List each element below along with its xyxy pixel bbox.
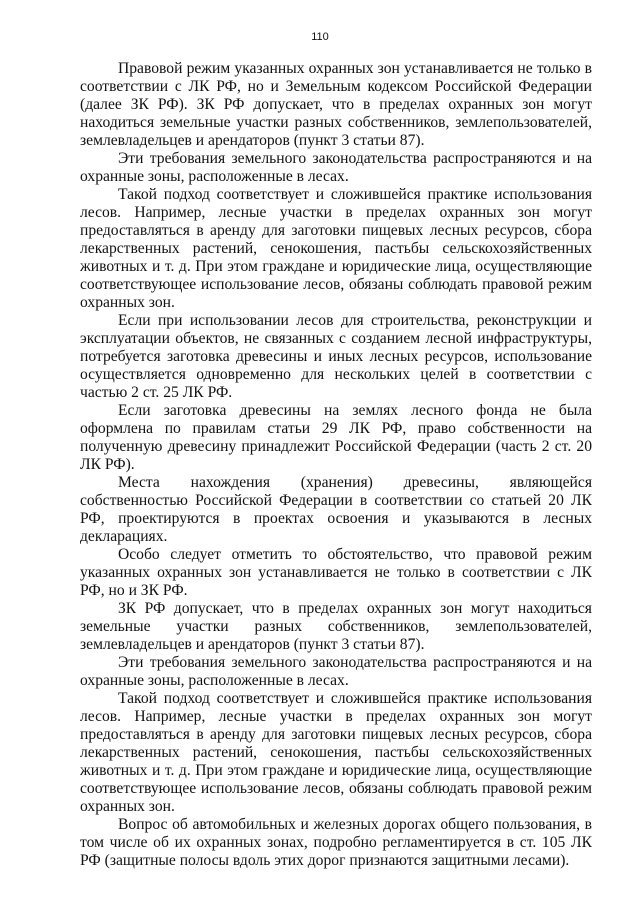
paragraph: Эти требования земельного законодательства распространяются и на охранные зоны, расположенные в лесах. xyxy=(80,654,592,689)
paragraph: Правовой режим указанных охранных зон устанавливается не только в соответствии с ЛК РФ, но и Земельным кодексом Российской Федерации (далее ЗК РФ). ЗК РФ допускает, что в пределах охранных зон могут находиться земельные участки разных собственников, землепользователей, землевладельцев и арендаторов (пункт 3 статьи 87). xyxy=(80,60,592,149)
paragraph: Такой подход соответствует и сложившейся практике использования лесов. Например, лесные участки в пределах охранных зон могут предоставляться в аренду для заготовки пищевых лесных ресурсов, сбора лекарственных растений, сенокошения, пастьбы сельскохозяйственных животных и т. д. При этом граждане и юридические лица, осуществляющие соответствующее использование лесов, обязаны соблюдать правовой режим охранных зон. xyxy=(80,186,592,311)
paragraph: Эти требования земельного законодательства распространяются и на охранные зоны, расположенные в лесах. xyxy=(80,150,592,185)
body-text xyxy=(80,60,592,870)
page-number: 110 xyxy=(311,31,329,43)
paragraph: Такой подход соответствует и сложившейся практике использования лесов. Например, лесные участки в пределах охранных зон могут предоставляться в аренду для заготовки пищевых лесных ресурсов, сбора лекарственных растений, сенокошения, пастьбы сельскохозяйственных животных и т. д. При этом граждане и юридические лица, осуществляющие соответствующее использование лесов, обязаны соблюдать правовой режим охранных зон. xyxy=(80,690,592,815)
paragraph: Особо следует отметить то обстоятельство, что правовой режим указанных охранных зон устанавливается не только в соответствии с ЛК РФ, но и ЗК РФ. xyxy=(80,546,592,599)
paragraph: Места нахождения (хранения) древесины, являющейся собственностью Российской Федерации в соответствии со статьей 20 ЛК РФ, проектируются в проектах освоения и указываются в лесных декларациях. xyxy=(80,474,592,545)
paragraph: Если при использовании лесов для строительства, реконструкции и эксплуатации объектов, не связанных с созданием лесной инфраструктуры, потребуется заготовка древесины и иных лесных ресурсов, использование осуществляется одновременно для нескольких целей в соответствии с частью 2 ст. 25 ЛК РФ. xyxy=(80,312,592,401)
paragraph: Вопрос об автомобильных и железных дорогах общего пользования, в том числе об их охранных зонах, подробно регламентируется в ст. 105 ЛК РФ (защитные полосы вдоль этих дорог признаются защитными лесами). xyxy=(80,816,592,869)
paragraph: ЗК РФ допускает, что в пределах охранных зон могут находиться земельные участки разных собственников, землепользователей, землевладельцев и арендаторов (пункт 3 статьи 87). xyxy=(80,600,592,653)
paragraph: Если заготовка древесины на землях лесного фонда не была оформлена по правилам статьи 29 ЛК РФ, право собственности на полученную древесину принадлежит Российской Федерации (часть 2 ст. 20 ЛК РФ). xyxy=(80,402,592,473)
